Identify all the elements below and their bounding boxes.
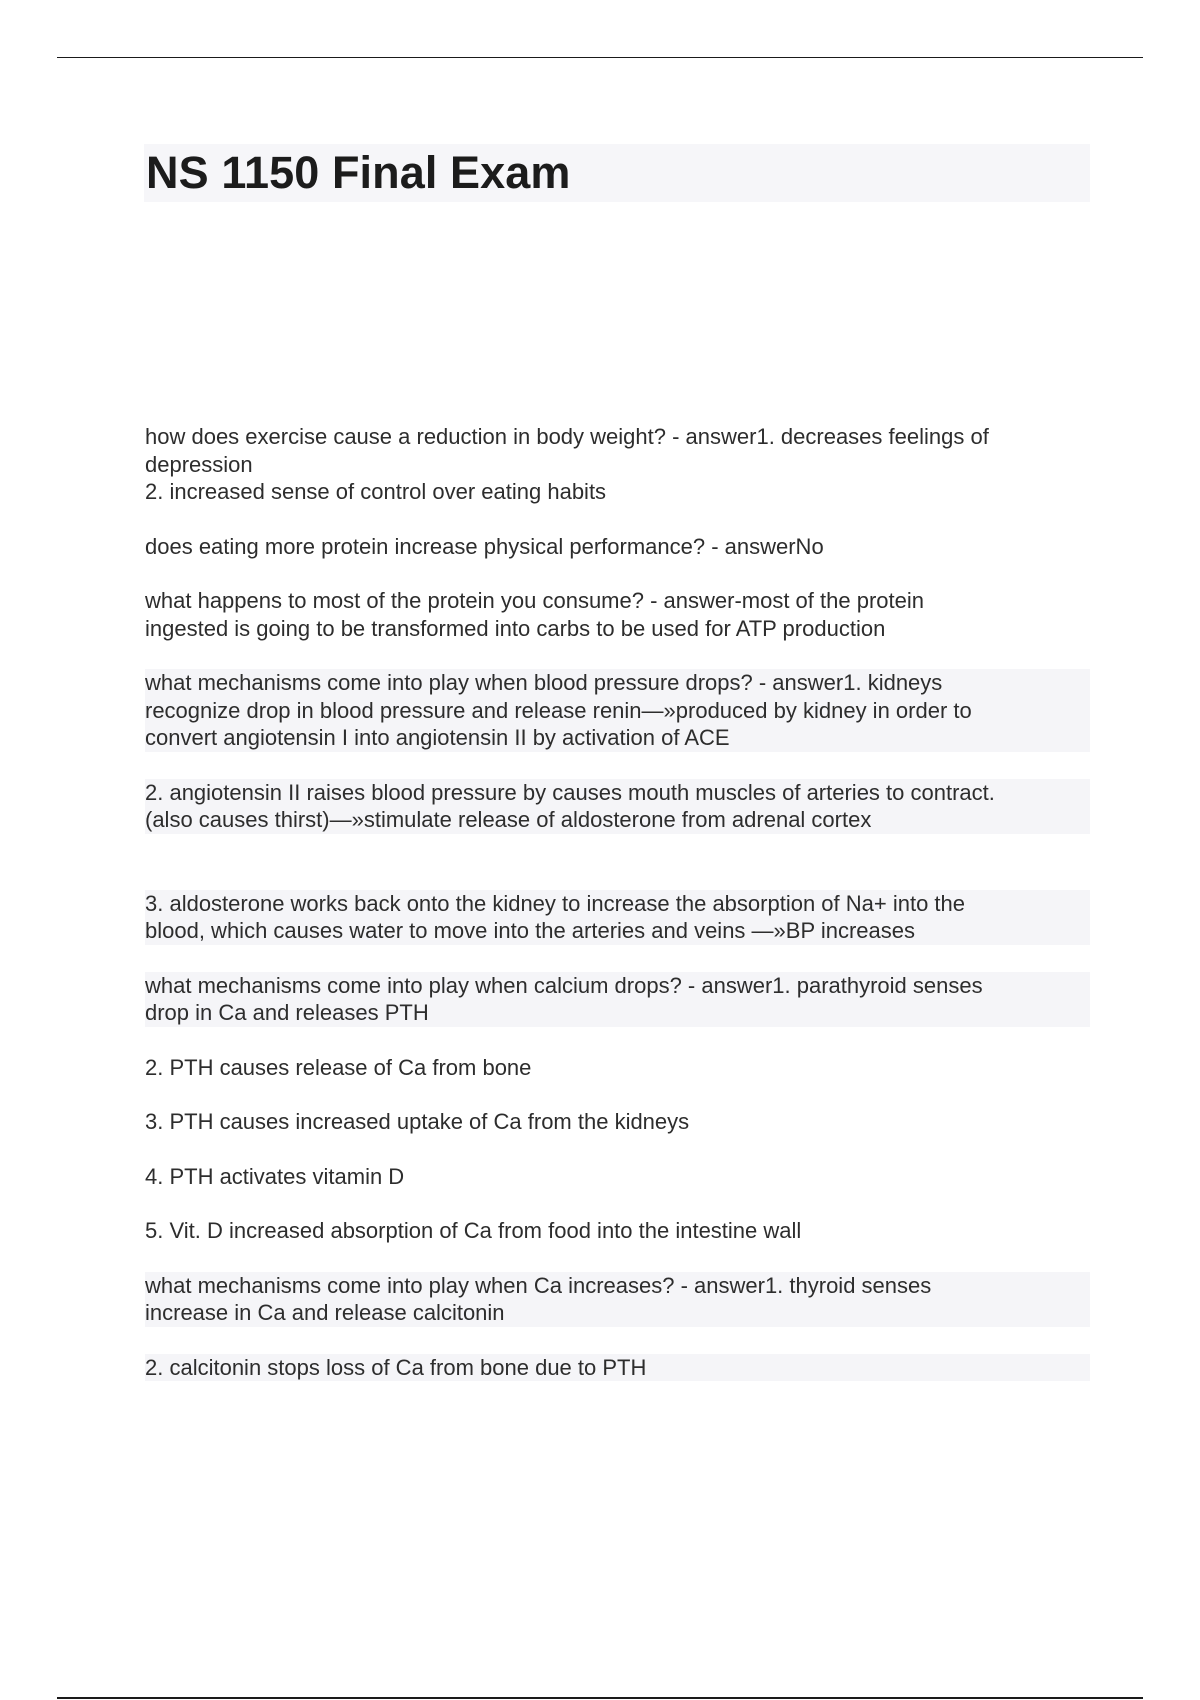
text-line: increase in Ca and release calcitonin <box>145 1299 1090 1327</box>
text-line: 2. angiotensin II raises blood pressure by causes mouth muscles of arteries to contract. <box>145 779 1090 807</box>
text-line: 3. PTH causes increased uptake of Ca from the kidneys <box>145 1109 690 1134</box>
text-line: (also causes thirst)—»stimulate release of aldosterone from adrenal cortex <box>145 806 1090 834</box>
text-line: 2. increased sense of control over eating habits <box>145 479 607 504</box>
qa-calcium-increase <box>145 1272 1090 1327</box>
ca-step-kidney-uptake <box>145 1108 1090 1136</box>
text-line: depression <box>145 451 253 477</box>
text-line: does eating more protein increase physical performance? - answerNo <box>145 533 824 559</box>
text-line: 2. calcitonin stops loss of Ca from bone due to PTH <box>145 1354 1090 1382</box>
ca-step-calcitonin <box>145 1354 1090 1382</box>
ca-step-intestine <box>145 1217 1090 1245</box>
text-line: 5. Vit. D increased absorption of Ca from food into the intestine wall <box>145 1218 802 1243</box>
qa-blood-pressure-drop <box>145 669 1090 752</box>
text-line: what mechanisms come into play when blood pressure drops? - answer1. kidneys <box>145 669 1090 697</box>
ca-step-vitamin-d <box>145 1163 1090 1191</box>
text-line: ingested is going to be transformed into carbs to be used for ATP production <box>145 615 886 641</box>
text-line: convert angiotensin I into angiotensin II by activation of ACE <box>145 724 1090 752</box>
qa-protein-performance <box>145 533 1090 561</box>
qa-protein-consumed <box>145 587 1090 642</box>
document-body <box>145 423 1090 1408</box>
footer-rule <box>57 1697 1143 1699</box>
text-line: what happens to most of the protein you consume? - answer-most of the protein <box>145 588 924 613</box>
text-line: recognize drop in blood pressure and release renin—»produced by kidney in order to <box>145 697 1090 725</box>
bp-step-aldosterone <box>145 890 1090 945</box>
text-line: how does exercise cause a reduction in body weight? - answer1. decreases feelings of <box>145 424 989 449</box>
text-line: 3. aldosterone works back onto the kidney to increase the absorption of Na+ into the <box>145 890 1090 918</box>
text-line: 4. PTH activates vitamin D <box>145 1163 405 1189</box>
document-title: NS 1150 Final Exam <box>146 147 571 198</box>
qa-calcium-drop <box>145 972 1090 1027</box>
text-line: what mechanisms come into play when calcium drops? - answer1. parathyroid senses <box>145 972 1090 1000</box>
qa-exercise-weight <box>145 423 1090 506</box>
text-line: what mechanisms come into play when Ca increases? - answer1. thyroid senses <box>145 1272 1090 1300</box>
header-rule <box>57 57 1143 58</box>
text-line: drop in Ca and releases PTH <box>145 999 1090 1027</box>
text-line: 2. PTH causes release of Ca from bone <box>145 1054 532 1080</box>
bp-step-angiotensin <box>145 779 1090 834</box>
ca-step-bone-release <box>145 1054 1090 1082</box>
text-line: blood, which causes water to move into the arteries and veins —»BP increases <box>145 917 1090 945</box>
